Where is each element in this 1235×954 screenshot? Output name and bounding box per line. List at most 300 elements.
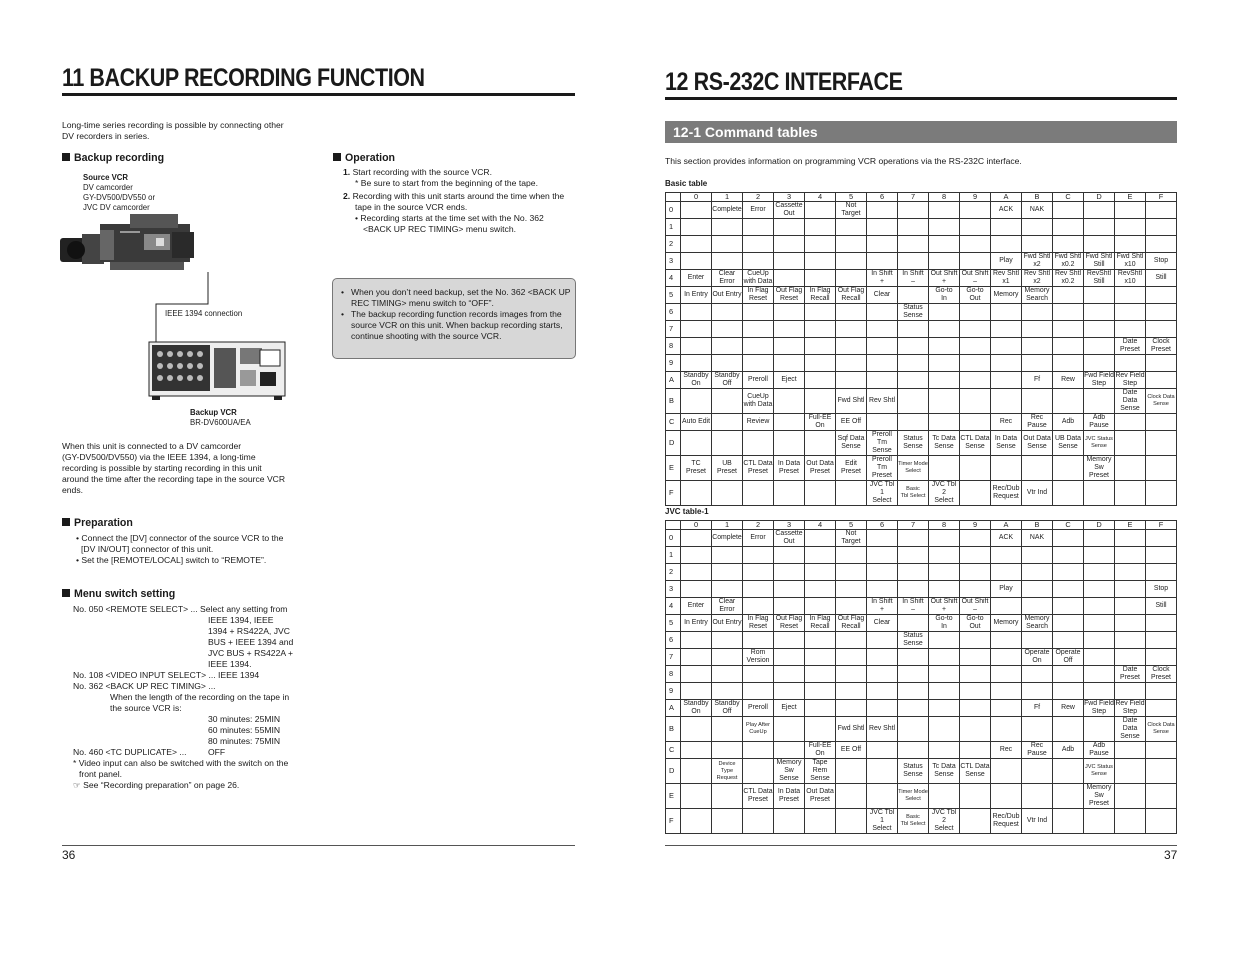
command-cell	[1115, 321, 1146, 338]
command-cell: Adb	[1053, 742, 1084, 759]
command-cell	[960, 372, 991, 389]
command-cell	[929, 547, 960, 564]
command-cell	[681, 784, 712, 809]
command-cell	[1115, 564, 1146, 581]
command-cell	[743, 481, 774, 506]
command-cell	[681, 355, 712, 372]
command-cell: Rec/Dub Request	[991, 481, 1022, 506]
column-header: C	[1053, 193, 1084, 202]
row-header: A	[666, 700, 681, 717]
command-cell: Clear Error	[712, 270, 743, 287]
command-cell	[743, 564, 774, 581]
command-cell	[774, 547, 805, 564]
command-cell: Rev Shtl x2	[1022, 270, 1053, 287]
command-cell	[929, 456, 960, 481]
command-cell	[991, 236, 1022, 253]
command-cell	[712, 547, 743, 564]
command-cell	[1053, 683, 1084, 700]
command-cell: Out Flag Recall	[836, 287, 867, 304]
command-cell: Go-to In	[929, 287, 960, 304]
command-cell	[991, 304, 1022, 321]
command-cell	[712, 414, 743, 431]
command-cell	[1084, 236, 1115, 253]
column-header: D	[1084, 193, 1115, 202]
command-cell	[1115, 236, 1146, 253]
command-cell: Rec	[991, 414, 1022, 431]
command-cell	[1146, 759, 1177, 784]
command-cell: RevShtl Still	[1084, 270, 1115, 287]
command-cell: Status Sense	[898, 304, 929, 321]
command-cell	[712, 253, 743, 270]
command-cell	[836, 759, 867, 784]
command-cell: Adb Pause	[1084, 414, 1115, 431]
command-cell: Error	[743, 530, 774, 547]
command-cell	[929, 649, 960, 666]
row-header: A	[666, 372, 681, 389]
command-cell	[1115, 304, 1146, 321]
command-cell: Preroll	[743, 700, 774, 717]
command-cell: In Entry	[681, 615, 712, 632]
command-cell	[681, 632, 712, 649]
command-cell	[867, 202, 898, 219]
command-cell: Tape Rem Sense	[805, 759, 836, 784]
command-cell: Date Preset	[1115, 666, 1146, 683]
command-cell	[898, 530, 929, 547]
column-header: 7	[898, 521, 929, 530]
command-cell: Operate Off	[1053, 649, 1084, 666]
command-cell	[836, 581, 867, 598]
command-cell: Rev Field Step	[1115, 372, 1145, 387]
command-cell	[1022, 683, 1053, 700]
command-cell	[805, 321, 836, 338]
command-cell	[774, 253, 805, 270]
command-cell	[743, 809, 774, 834]
command-cell	[681, 321, 712, 338]
command-cell	[1084, 287, 1115, 304]
command-cell: Fwd Shtl	[836, 717, 867, 742]
command-cell	[774, 683, 805, 700]
table-row	[666, 338, 1177, 355]
command-cell	[712, 338, 743, 355]
command-cell	[1053, 666, 1084, 683]
table-row	[666, 270, 1177, 287]
column-header: F	[1146, 521, 1177, 530]
column-header: 8	[929, 193, 960, 202]
command-cell	[681, 431, 712, 456]
command-cell	[712, 809, 743, 834]
command-cell: Status Sense	[898, 759, 929, 784]
command-cell	[1084, 598, 1115, 615]
jvc-table-caption: JVC table-1	[665, 507, 709, 516]
command-cell	[1053, 581, 1084, 598]
table-row	[666, 598, 1177, 615]
command-cell: CTL Data Preset	[743, 784, 774, 809]
command-cell: Out Flag Reset	[774, 287, 805, 304]
command-cell	[898, 700, 929, 717]
command-cell	[1115, 598, 1146, 615]
connection-label: IEEE 1394 connection	[165, 309, 243, 318]
command-cell	[960, 784, 991, 809]
page-number-right: 37	[1164, 848, 1178, 862]
backup-vcr-illustration	[148, 340, 288, 402]
command-cell	[836, 338, 867, 355]
command-cell	[867, 632, 898, 649]
footer-rule-left	[62, 845, 575, 846]
command-cell	[1084, 809, 1115, 834]
command-cell: TC Preset	[681, 456, 712, 481]
command-cell	[960, 389, 991, 414]
command-cell: Go-to Out	[960, 287, 991, 304]
command-cell	[1084, 202, 1115, 219]
command-cell	[836, 784, 867, 809]
command-cell	[991, 649, 1022, 666]
command-cell	[1084, 481, 1115, 506]
command-cell	[929, 372, 960, 389]
command-cell: Full-EE On	[805, 742, 836, 759]
command-cell	[1022, 321, 1053, 338]
command-cell	[743, 666, 774, 683]
column-header: 2	[743, 521, 774, 530]
command-cell	[898, 649, 929, 666]
command-cell	[681, 389, 712, 414]
command-cell	[1115, 481, 1146, 506]
command-cell: Rec Pause	[1022, 414, 1053, 431]
command-cell	[991, 372, 1022, 389]
command-cell: Out Shift –	[960, 270, 991, 287]
command-cell	[774, 321, 805, 338]
command-cell	[960, 530, 991, 547]
command-cell	[805, 700, 836, 717]
command-cell	[960, 632, 991, 649]
command-cell: Preroll Tm Sense	[867, 431, 898, 456]
command-cell	[681, 253, 712, 270]
column-header: C	[1053, 521, 1084, 530]
command-cell	[1146, 321, 1177, 338]
command-cell	[712, 431, 743, 456]
command-cell: Rev Shtl	[867, 717, 898, 742]
command-cell	[805, 632, 836, 649]
command-cell	[774, 481, 805, 506]
command-cell	[774, 304, 805, 321]
command-cell	[929, 338, 960, 355]
command-cell: Still	[1146, 270, 1177, 287]
command-cell	[960, 202, 991, 219]
command-cell	[805, 717, 836, 742]
row-header: 0	[666, 202, 681, 219]
table-row	[666, 355, 1177, 372]
command-cell: ACK	[991, 202, 1022, 219]
command-cell	[774, 431, 805, 456]
command-cell	[1022, 759, 1053, 784]
command-cell	[805, 253, 836, 270]
command-cell	[898, 287, 929, 304]
command-cell	[898, 666, 929, 683]
command-cell: JVC Tbl 2 Select	[929, 809, 960, 834]
command-cell: Cassette Out	[775, 530, 803, 545]
command-cell	[1146, 456, 1177, 481]
command-cell	[929, 564, 960, 581]
row-header: 3	[666, 253, 681, 270]
command-cell	[960, 717, 991, 742]
command-cell	[991, 338, 1022, 355]
command-cell: In Data Preset	[774, 784, 805, 809]
command-cell	[1053, 389, 1084, 414]
column-header: F	[1146, 193, 1177, 202]
command-cell	[1146, 481, 1177, 506]
command-cell	[960, 742, 991, 759]
column-header: 5	[836, 521, 867, 530]
row-header: 6	[666, 304, 681, 321]
command-cell: In Shift –	[898, 270, 929, 287]
command-cell	[898, 321, 929, 338]
command-cell: JVC Status Sense	[1084, 759, 1115, 784]
command-cell	[1146, 683, 1177, 700]
page-title-right: 12 RS-232C INTERFACE	[665, 68, 903, 96]
command-cell	[774, 270, 805, 287]
command-cell	[898, 742, 929, 759]
column-header: 1	[712, 193, 743, 202]
command-cell	[743, 632, 774, 649]
command-cell	[929, 700, 960, 717]
command-cell	[1115, 784, 1146, 809]
command-cell	[1146, 564, 1177, 581]
command-cell: JVC Tbl 1 Select	[867, 481, 898, 506]
command-cell	[929, 717, 960, 742]
command-cell	[774, 581, 805, 598]
command-cell	[1053, 304, 1084, 321]
command-cell	[1146, 372, 1177, 389]
command-cell	[681, 666, 712, 683]
command-cell: JVC Tbl 2 Select	[929, 481, 960, 506]
command-cell	[805, 530, 836, 547]
table-row	[666, 414, 1177, 431]
command-cell: Clock Preset	[1146, 666, 1177, 683]
command-cell	[681, 717, 712, 742]
command-cell: Fwd Shtl x0.2	[1053, 253, 1084, 270]
command-cell	[960, 809, 991, 834]
command-cell: In Flag Recall	[805, 287, 836, 304]
row-header: F	[666, 809, 681, 834]
command-cell: Rec/Dub Request	[991, 809, 1022, 834]
command-cell	[867, 649, 898, 666]
command-cell: Auto Edit	[681, 414, 712, 431]
command-cell	[743, 253, 774, 270]
command-cell	[805, 666, 836, 683]
command-cell	[960, 683, 991, 700]
command-cell	[805, 683, 836, 700]
column-header: D	[1084, 521, 1115, 530]
command-cell	[805, 304, 836, 321]
command-cell: Stop	[1146, 581, 1177, 598]
command-cell	[898, 581, 929, 598]
command-cell	[991, 598, 1022, 615]
table-row	[666, 717, 1177, 742]
note-item: • The backup recording function records images from the source VCR on this unit. When backup recording starts, continue shooting with the source VCR.	[339, 309, 579, 342]
row-header: 2	[666, 564, 681, 581]
command-cell: Full-EE On	[805, 414, 836, 431]
command-cell: JVC Tbl 1 Select	[867, 809, 898, 834]
command-cell	[712, 564, 743, 581]
row-header: 7	[666, 321, 681, 338]
command-cell: Tc Data Sense	[929, 759, 960, 784]
command-cell	[836, 372, 867, 389]
menu-switch-heading: Menu switch setting	[62, 588, 175, 600]
command-cell	[1084, 219, 1115, 236]
command-cell	[712, 632, 743, 649]
command-cell	[960, 649, 991, 666]
table-row	[666, 581, 1177, 598]
command-cell	[991, 321, 1022, 338]
command-cell	[960, 666, 991, 683]
command-cell: Out Entry	[712, 615, 743, 632]
command-cell: CueUp with Data	[743, 389, 774, 414]
command-cell: Stop	[1146, 253, 1177, 270]
command-cell	[960, 564, 991, 581]
command-cell	[991, 355, 1022, 372]
command-cell	[898, 253, 929, 270]
command-cell	[1022, 564, 1053, 581]
command-cell: Adb	[1053, 414, 1084, 431]
command-cell: Cassette Out	[775, 202, 803, 217]
command-cell	[805, 598, 836, 615]
command-cell	[1053, 355, 1084, 372]
command-cell	[867, 683, 898, 700]
command-cell	[1084, 389, 1115, 414]
command-cell	[929, 581, 960, 598]
command-cell	[1146, 431, 1177, 456]
command-cell	[805, 270, 836, 287]
command-cell	[774, 742, 805, 759]
command-cell: Fwd Field Step	[1084, 700, 1114, 715]
command-cell	[929, 742, 960, 759]
command-cell	[1053, 547, 1084, 564]
command-cell	[805, 649, 836, 666]
command-cell	[1053, 287, 1084, 304]
row-header: 7	[666, 649, 681, 666]
command-cell: Eject	[774, 372, 805, 389]
command-cell: CTL Data Sense	[960, 759, 991, 784]
command-cell	[1146, 649, 1177, 666]
command-cell	[681, 649, 712, 666]
command-cell: Clear Error	[712, 598, 743, 615]
command-cell: In Shift +	[867, 270, 898, 287]
command-cell	[836, 304, 867, 321]
command-cell	[1022, 598, 1053, 615]
command-cell	[681, 530, 712, 547]
command-cell: Not Target	[836, 202, 867, 219]
command-cell: Sqf Data Sense	[836, 431, 867, 456]
table-row	[666, 372, 1177, 389]
command-cell	[929, 784, 960, 809]
command-cell	[898, 717, 929, 742]
command-cell	[1084, 632, 1115, 649]
command-cell	[867, 530, 898, 547]
column-header: 2	[743, 193, 774, 202]
command-cell	[681, 742, 712, 759]
row-header: D	[666, 759, 681, 784]
command-cell	[960, 414, 991, 431]
command-cell	[960, 304, 991, 321]
command-cell: Out Shift –	[960, 598, 991, 615]
command-cell	[1053, 809, 1084, 834]
command-cell	[681, 581, 712, 598]
command-cell	[1146, 632, 1177, 649]
command-cell: In Flag Recall	[805, 615, 836, 632]
row-header: 9	[666, 683, 681, 700]
command-cell	[1053, 615, 1084, 632]
command-cell	[960, 355, 991, 372]
command-cell: Edit Preset	[836, 456, 867, 481]
command-cell	[836, 632, 867, 649]
command-cell	[1115, 742, 1146, 759]
command-cell	[836, 321, 867, 338]
command-cell: Rec	[991, 742, 1022, 759]
row-header: E	[666, 456, 681, 481]
command-cell	[1053, 202, 1084, 219]
command-cell	[991, 547, 1022, 564]
command-cell	[805, 219, 836, 236]
command-cell: Fwd Shtl x10	[1115, 253, 1146, 270]
command-cell: UB Preset	[712, 456, 743, 481]
command-cell	[774, 564, 805, 581]
command-cell	[1115, 530, 1146, 547]
section-intro: This section provides information on programming VCR operations via the RS-232C interface.	[665, 156, 1022, 166]
command-cell	[681, 683, 712, 700]
section-band: 12-1 Command tables	[665, 121, 1177, 143]
command-cell	[929, 666, 960, 683]
page-title-left: 11 BACKUP RECORDING FUNCTION	[62, 64, 425, 92]
row-header: 3	[666, 581, 681, 598]
command-cell: In Data Sense	[991, 431, 1022, 456]
table-row	[666, 481, 1177, 506]
command-cell	[836, 683, 867, 700]
command-cell	[1022, 236, 1053, 253]
command-cell	[1146, 615, 1177, 632]
command-cell: Adb Pause	[1084, 742, 1115, 759]
command-cell	[1115, 615, 1146, 632]
command-cell	[898, 683, 929, 700]
command-cell: JVC Status Sense	[1084, 431, 1115, 456]
command-cell	[898, 236, 929, 253]
command-cell	[1115, 202, 1146, 219]
command-cell	[712, 304, 743, 321]
row-header: 1	[666, 219, 681, 236]
command-cell	[1022, 304, 1053, 321]
command-cell	[960, 236, 991, 253]
command-cell: Complete	[712, 530, 743, 547]
command-cell	[805, 389, 836, 414]
command-cell	[867, 253, 898, 270]
command-cell	[1146, 304, 1177, 321]
command-cell	[1115, 632, 1146, 649]
command-cell	[1146, 530, 1177, 547]
command-cell: EE Off	[836, 414, 867, 431]
note-box	[332, 278, 576, 359]
operation-steps: 1. Start recording with the source VCR. * Be sure to start from the beginning of the tape. 2. Recording with this unit starts around the time when the tape in the source VCR ends. • Recording starts at the time set with the No. 362 <BACK UP REC TIMING> menu switch.	[343, 167, 565, 234]
command-cell: Memory Search	[1022, 287, 1053, 304]
column-header: E	[1115, 521, 1146, 530]
column-header	[666, 193, 681, 202]
command-cell	[898, 389, 929, 414]
command-cell	[867, 666, 898, 683]
command-cell	[712, 481, 743, 506]
table-row	[666, 304, 1177, 321]
command-cell	[867, 581, 898, 598]
command-cell: Memory	[991, 615, 1022, 632]
command-cell	[836, 236, 867, 253]
command-cell	[1084, 547, 1115, 564]
command-cell: CTL Data Sense	[960, 431, 991, 456]
